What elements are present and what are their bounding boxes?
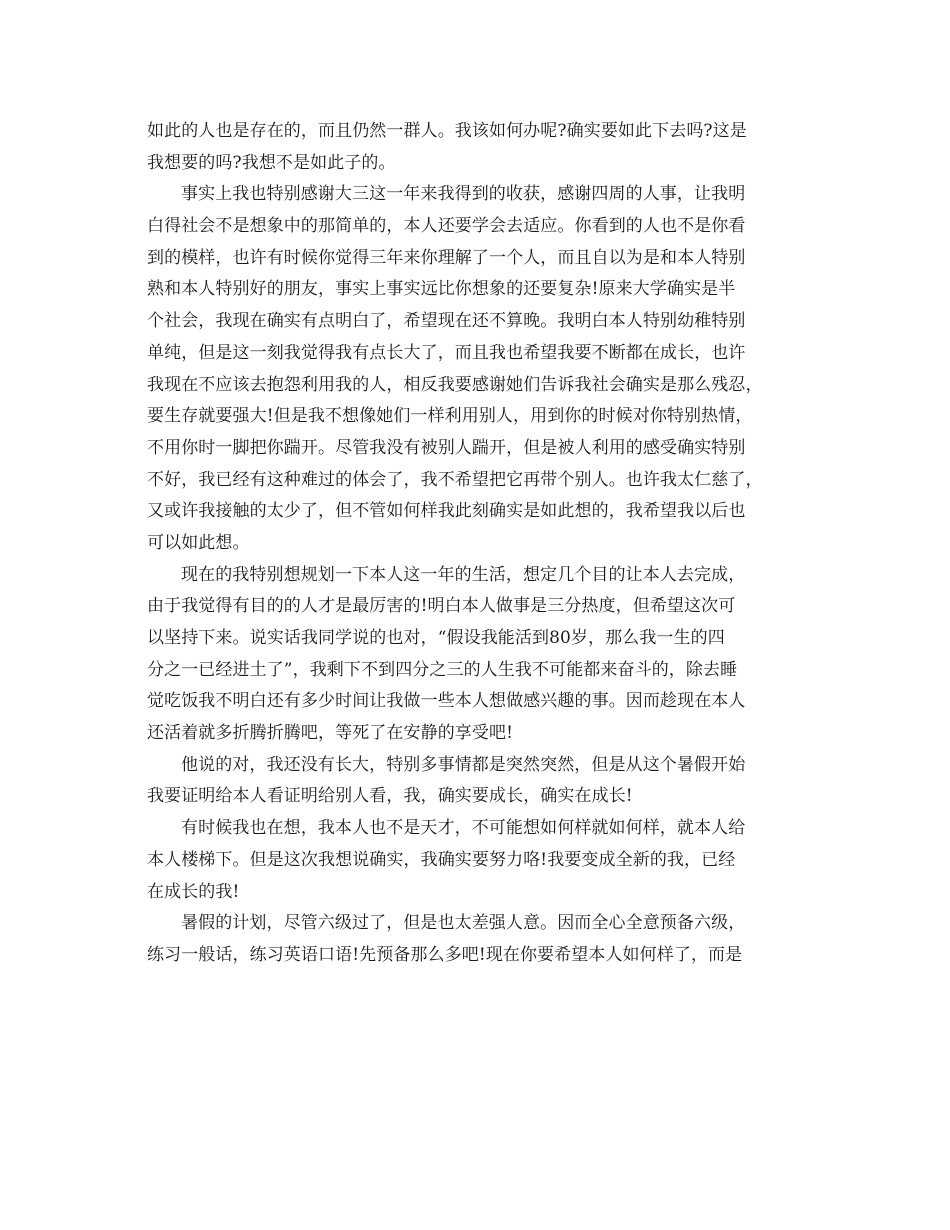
paragraph-start-line: 暑假的计划，尽管六级过了，但是也太差强人意。因而全心全意预备六级，	[181, 913, 746, 934]
text-line: 熟和本人特别好的朋友，事实上事实远比你想象的还要复杂!原来大学确实是半	[147, 279, 736, 300]
text-line: 个社会，我现在确实有点明白了，希望现在还不算晚。我明白本人特别幼稚特别	[147, 311, 746, 332]
body-text	[147, 116, 807, 972]
text-line: 在成长的我!	[147, 881, 240, 902]
text-line: 可以如此想。	[147, 532, 250, 553]
text-line: 以坚持下来。说实话我同学说的也对，“假设我能活到80岁，那么我一生的四	[147, 628, 725, 648]
text-line: 我现在不应该去抱怨利用我的人，相反我要感谢她们告诉我社会确实是那么残忍，	[147, 374, 763, 395]
text-line: 觉吃饭我不明白还有多少时间让我做一些本人想做感兴趣的事。因而趁现在本人	[147, 691, 746, 712]
paragraph-start-line: 事实上我也特别感谢大三这一年来我得到的收获，感谢四周的人事，让我明	[181, 184, 746, 205]
text-line: 分之一已经进土了”，我剩下不到四分之三的人生我不可能都来奋斗的，除去睡	[147, 659, 738, 680]
paragraph-start-line: 有时候我也在想，我本人也不是天才，不可能想如何样就如何样，就本人给	[181, 818, 746, 839]
text-line: 单纯，但是这一刻我觉得我有点长大了，而且我也希望我要不断都在成长，也许	[147, 342, 746, 363]
paragraph-start-line: 他说的对，我还没有长大，特别多事情都是突然突然，但是从这个暑假开始	[181, 754, 746, 775]
text-line: 不好，我已经有这种难过的体会了，我不希望把它再带个别人。也许我太仁慈了，	[147, 469, 763, 490]
text-line: 如此的人也是存在的，而且仍然一群人。我该如何办呢?确实要如此下去吗?这是	[147, 121, 747, 141]
text-line: 练习一般话，练习英语口语!先预备那么多吧!现在你要希望本人如何样了，而是	[147, 944, 743, 965]
text-line: 我想要的吗?我想不是如此子的。	[147, 152, 396, 173]
text-line: 又或许我接触的太少了，但不管如何样我此刻确实是如此想的，我希望我以后也	[147, 501, 746, 522]
text-line: 本人楼梯下。但是这次我想说确实，我确实要努力咯!我要变成全新的我，已经	[147, 849, 736, 870]
text-line: 不用你时一脚把你踹开。尽管我没有被别人踹开，但是被人利用的感受确实特别	[147, 437, 746, 458]
text-line: 还活着就多折腾折腾吧，等死了在安静的享受吧!	[147, 723, 514, 744]
text-line: 要生存就要强大!但是我不想像她们一样利用别人，用到你的时候对你特别热情，	[147, 406, 753, 427]
text-line: 白得社会不是想象中的那简单的，本人还要学会去适应。你看到的人也不是你看	[147, 216, 746, 237]
paragraph-start-line: 现在的我特别想规划一下本人这一年的生活，想定几个目的让本人去完成，	[181, 564, 746, 585]
text-line: 我要证明给本人看证明给别人看，我，确实要成长，确实在成长!	[147, 786, 633, 807]
text-line: 由于我觉得有目的的人才是最厉害的!明白本人做事是三分热度，但希望这次可	[147, 596, 736, 617]
text-line: 到的模样，也许有时候你觉得三年来你理解了一个人，而且自以为是和本人特别	[147, 247, 746, 268]
